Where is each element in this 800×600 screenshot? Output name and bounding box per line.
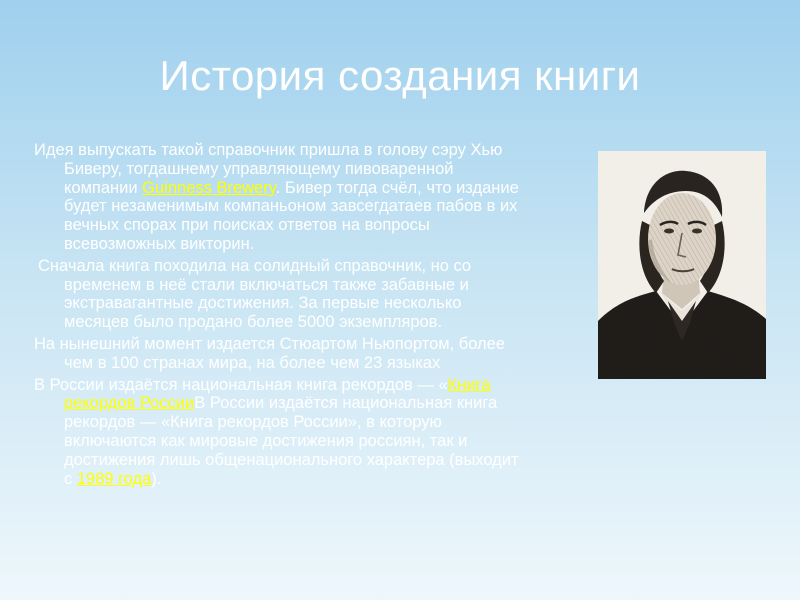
paragraph-4-text-c: ). (151, 469, 162, 488)
paragraph-4 (34, 376, 526, 489)
book-of-records-russia-link[interactable]: Книга рекордов России (64, 375, 491, 413)
portrait-image (598, 151, 766, 379)
paragraph-2-text: Сначала книга походила на солидный справочник, но со временем в неё стали включаться также забавные и экстравагантные достижения. За первые несколько месяцев было продано более 5000 экземпляров. (38, 256, 472, 332)
slide-title: История создания книги (159, 52, 641, 99)
paragraph-3 (34, 335, 526, 373)
paragraph-4-text-a: В России издаётся национальная книга рекордов — « (34, 375, 448, 394)
paragraph-1-text-a: Идея выпускать такой справочник пришла в голову сэру Хью Биверу, тогдашнему управляющему пивоваренной компании (34, 141, 503, 197)
paragraph-1-text-b: . Бивер тогда счёл, что издание будет незаменимым компаньоном завсегдатаев пабов в их вечных спорах при поисках ответов на вопросы всевозможных викторин. (64, 178, 519, 253)
portrait-engraving-icon (598, 151, 766, 379)
paragraph-4-text-b: В России издаётся национальная книга рекордов — «Книга рекордов России», в которую включаются как мировые достижения россиян, так и достижения лишь общенационального характера (выходит с (64, 394, 519, 488)
body-text (34, 141, 526, 491)
year-1989-link[interactable]: 1989 года (76, 469, 152, 488)
paragraph-1 (34, 141, 526, 254)
paragraph-2 (34, 257, 526, 332)
paragraph-3-text: На нынешний момент издается Стюартом Ньюпортом, более чем в 100 странах мира, на более чем 23 языках (34, 334, 506, 372)
guinness-brewery-link[interactable]: Guinness Brewery (142, 178, 276, 197)
